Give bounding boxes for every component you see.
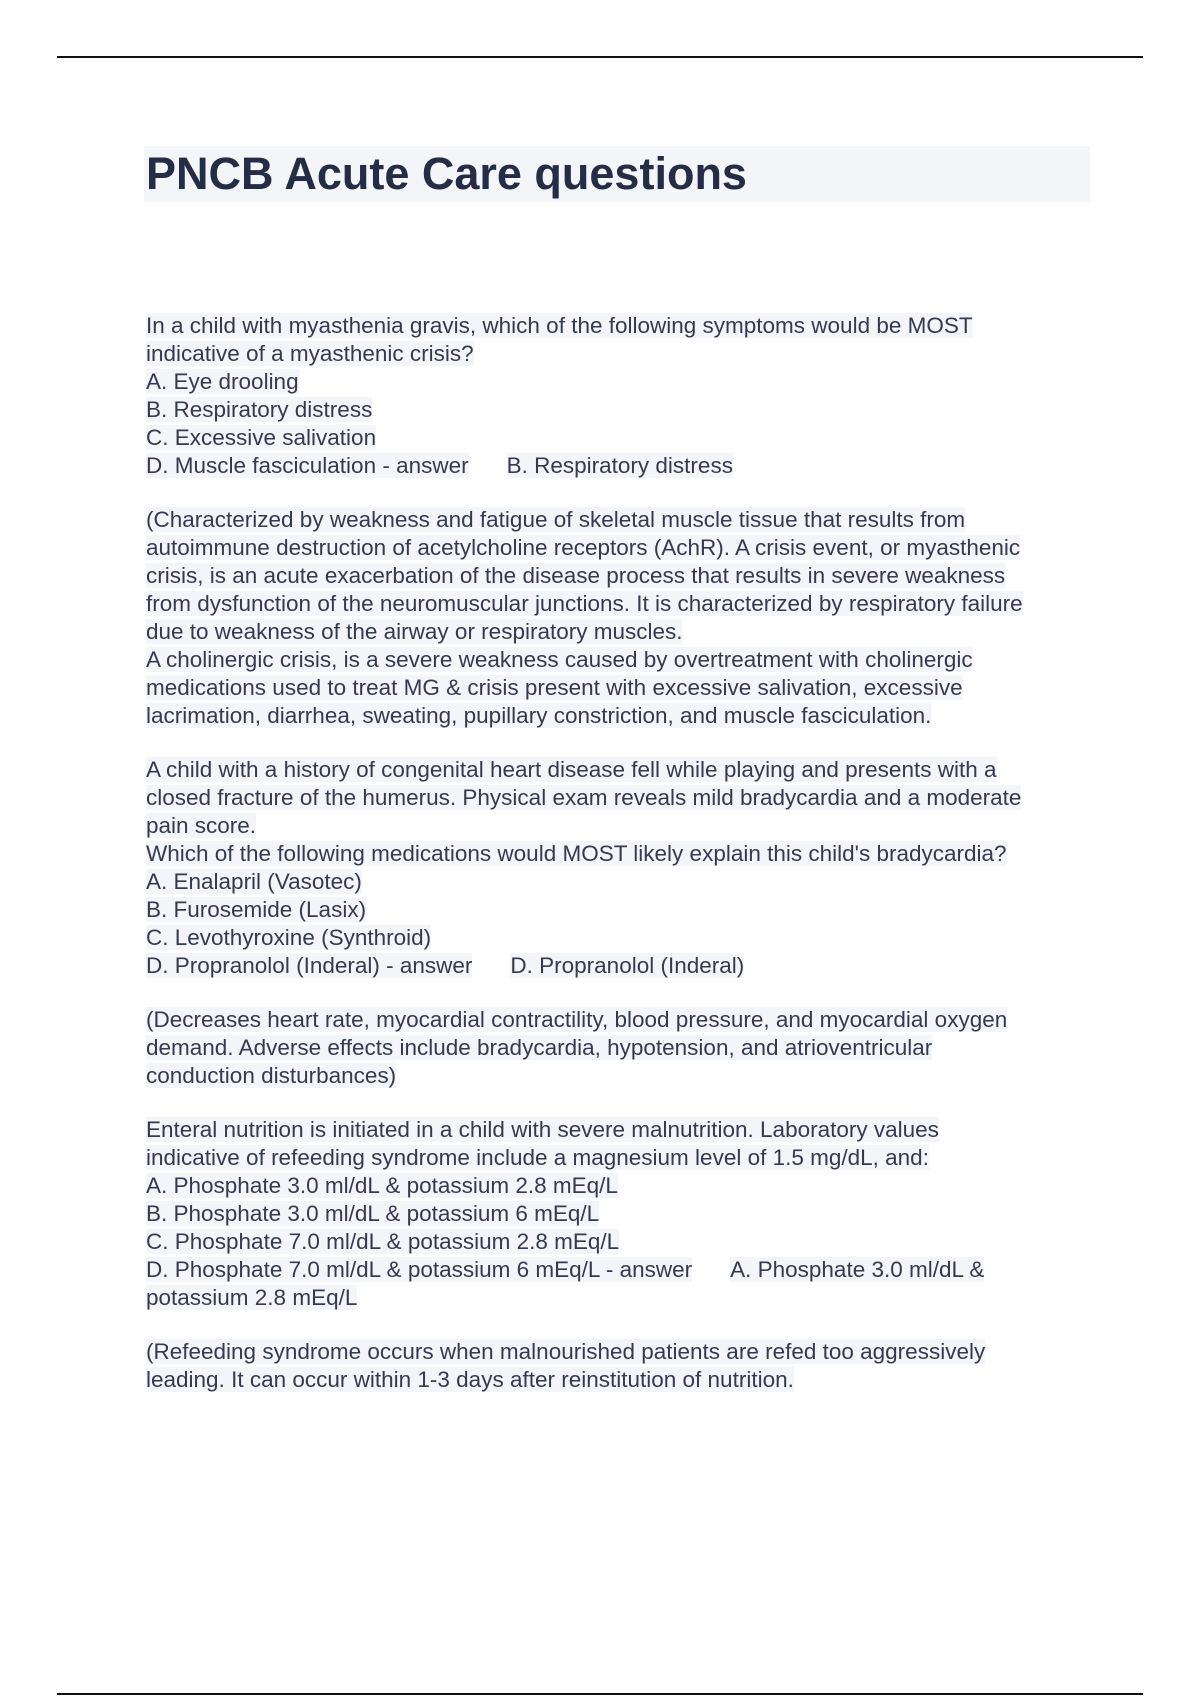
question-3-answer-continued: potassium 2.8 mEq/L [146,1285,358,1310]
explanation-1-line-4: from dysfunction of the neuromuscular junctions. It is characterized by respiratory failure [146,591,1023,616]
explanation-2-line-2: demand. Adverse effects include bradycardia, hypotension, and atrioventricular [146,1035,933,1060]
explanation-1-line-2: autoimmune destruction of acetylcholine receptors (AchR). A crisis event, or myasthenic [146,535,1021,560]
question-2-option-c: C. Levothyroxine (Synthroid) [146,925,432,950]
explanation-1-line-5: due to weakness of the airway or respiratory muscles. [146,619,683,644]
question-3-option-a: A. Phosphate 3.0 ml/dL & potassium 2.8 mEq/L [146,1173,618,1198]
explanation-1-line-6: A cholinergic crisis, is a severe weakness caused by overtreatment with cholinergic [146,647,973,672]
question-2-stem-line-4: Which of the following medications would MOST likely explain this child's bradycardia? [146,841,1007,866]
explanation-3 [146,1338,1090,1394]
explanation-2 [146,1006,1090,1090]
question-3-option-c: C. Phosphate 7.0 ml/dL & potassium 2.8 mEq/L [146,1229,620,1254]
explanation-1-line-7: medications used to treat MG & crisis present with excessive salivation, excessive [146,675,963,700]
question-3-answer: A. Phosphate 3.0 ml/dL & [730,1257,985,1282]
question-3-option-d-answer: D. Phosphate 7.0 ml/dL & potassium 6 mEq/L - answer A. Phosphate 3.0 ml/dL & [146,1257,985,1282]
explanation-3-line-2: leading. It can occur within 1-3 days after reinstitution of nutrition. [146,1367,794,1392]
bottom-rule [57,1693,1143,1695]
question-2-answer: D. Propranolol (Inderal) [510,953,745,978]
question-2 [146,756,1090,980]
top-rule [57,56,1143,58]
explanation-1 [146,506,1090,730]
question-3 [146,1116,1090,1312]
question-2-option-a: A. Enalapril (Vasotec) [146,869,362,894]
explanation-3-line-1: (Refeeding syndrome occurs when malnourished patients are refed too aggressively [146,1339,986,1364]
question-2-option-b: B. Furosemide (Lasix) [146,897,367,922]
explanation-2-line-3: conduction disturbances) [146,1063,397,1088]
question-2-stem-line-1: A child with a history of congenital heart disease fell while playing and presents with a [146,757,997,782]
question-1-option-c: C. Excessive salivation [146,425,377,450]
explanation-1-line-8: lacrimation, diarrhea, sweating, pupillary constriction, and muscle fasciculation. [146,703,932,728]
question-3-option-b: B. Phosphate 3.0 ml/dL & potassium 6 mEq/L [146,1201,600,1226]
question-2-option-d-answer: D. Propranolol (Inderal) - answer D. Propranolol (Inderal) [146,953,745,978]
question-1 [146,312,1090,480]
question-1-stem-line-2: indicative of a myasthenic crisis? [146,341,474,366]
explanation-1-line-3: crisis, is an acute exacerbation of the disease process that results in severe weakness [146,563,1006,588]
explanation-2-line-1: (Decreases heart rate, myocardial contractility, blood pressure, and myocardial oxygen [146,1007,1008,1032]
question-1-answer: B. Respiratory distress [506,453,733,478]
document-body [146,312,1090,1420]
page-title: PNCB Acute Care questions [146,148,747,199]
question-1-stem-line-1: In a child with myasthenia gravis, which of the following symptoms would be MOST [146,313,973,338]
question-3-stem-line-2: indicative of refeeding syndrome include a magnesium level of 1.5 mg/dL, and: [146,1145,929,1170]
question-2-stem-line-2: closed fracture of the humerus. Physical exam reveals mild bradycardia and a moderate [146,785,1022,810]
question-1-option-d-answer: D. Muscle fasciculation - answer B. Respiratory distress [146,453,733,478]
question-2-stem-line-3: pain score. [146,813,257,838]
question-3-stem-line-1: Enteral nutrition is initiated in a child with severe malnutrition. Laboratory values [146,1117,939,1142]
explanation-1-line-1: (Characterized by weakness and fatigue of skeletal muscle tissue that results from [146,507,966,532]
question-1-option-a: A. Eye drooling [146,369,299,394]
question-1-option-b: B. Respiratory distress [146,397,373,422]
